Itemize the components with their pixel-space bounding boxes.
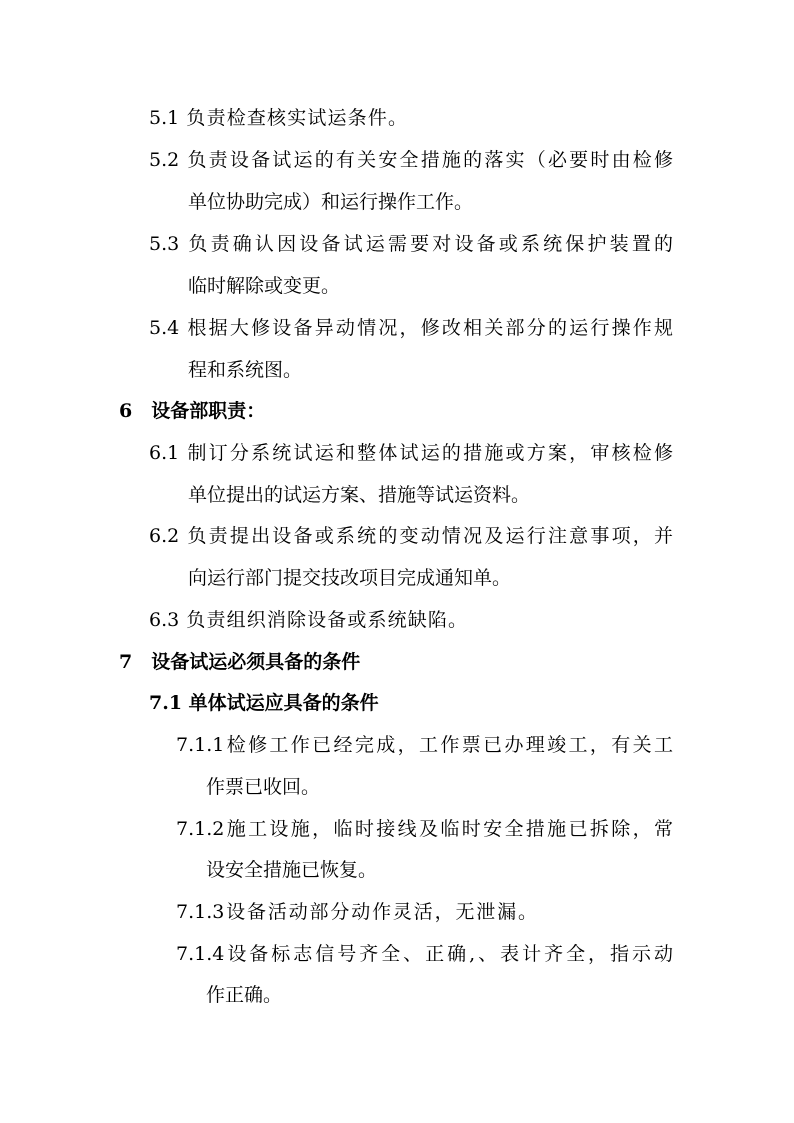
clause-7-1-2-cont: 设安全措施已恢复。 bbox=[206, 859, 378, 881]
clause-6-1-cont: 单位提出的试运方案、措施等试运资料。 bbox=[188, 484, 531, 506]
clause-7-1-4: 7.1.4设备标志信号齐全、正确,、表计齐全，指示动 bbox=[176, 943, 673, 965]
clause-7-1-2: 7.1.2施工设施，临时接线及临时安全措施已拆除，常 bbox=[176, 818, 673, 840]
clause-5-2-cont: 单位协助完成）和运行操作工作。 bbox=[188, 191, 474, 213]
clause-7-1-3: 7.1.3设备活动部分动作灵活，无泄漏。 bbox=[176, 901, 537, 923]
clause-5-1: 5.1 负责检查核实试运条件。 bbox=[149, 107, 407, 129]
clause-5-3-cont: 临时解除或变更。 bbox=[188, 275, 341, 297]
section-7-heading: 7 设备试运必须具备的条件 bbox=[119, 651, 361, 673]
clause-7-1-1: 7.1.1检修工作已经完成，工作票已办理竣工，有关工 bbox=[176, 734, 673, 756]
clause-5-4-cont: 程和系统图。 bbox=[188, 359, 303, 381]
clause-6-2-cont: 向运行部门提交技改项目完成通知单。 bbox=[188, 567, 512, 589]
clause-6-1: 6.1 制订分系统试运和整体试运的措施或方案，审核检修 bbox=[149, 442, 673, 464]
clause-7-1-heading: 7.1 单体试运应具备的条件 bbox=[149, 692, 379, 714]
clause-7-1-4-cont: 作正确。 bbox=[206, 984, 283, 1006]
clause-7-1-1-cont: 作票已收回。 bbox=[206, 776, 321, 798]
clause-6-2: 6.2 负责提出设备或系统的变动情况及运行注意事项，并 bbox=[149, 525, 673, 547]
clause-5-3: 5.3 负责确认因设备试运需要对设备或系统保护装置的 bbox=[149, 233, 673, 255]
clause-5-4: 5.4 根据大修设备异动情况，修改相关部分的运行操作规 bbox=[149, 317, 673, 339]
clause-6-3: 6.3 负责组织消除设备或系统缺陷。 bbox=[149, 609, 467, 631]
section-6-heading: 6 设备部职责： bbox=[119, 400, 266, 422]
clause-5-2: 5.2 负责设备试运的有关安全措施的落实（必要时由检修 bbox=[149, 149, 673, 171]
